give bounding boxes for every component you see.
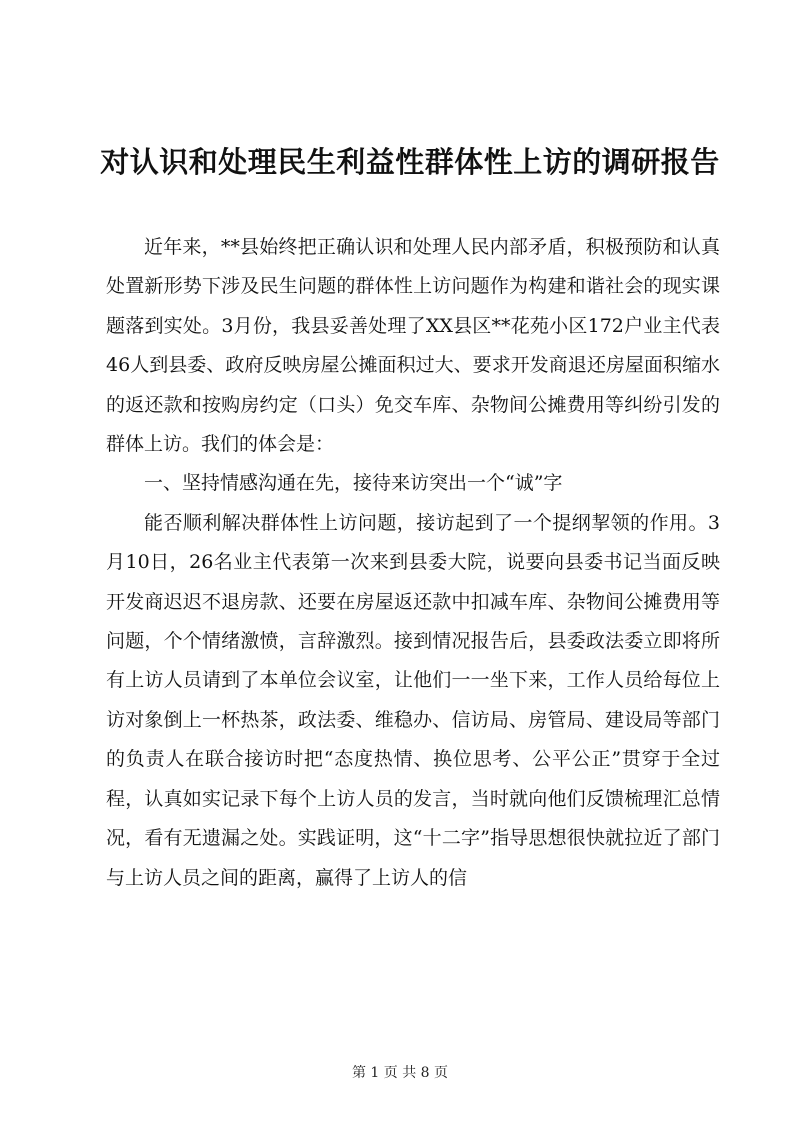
paragraph-intro: 近年来，**县始终把正确认识和处理人民内部矛盾，积极预防和认真处置新形势下涉及民生问题的群体性上访问题作为构建和谐社会的现实课题落到实处。3月份，我县妥善处理了XX县区**花苑小区172户业主代表46人到县委、政府反映房屋公摊面积过大、要求开发商退还房屋面积缩水的返还款和按购房约定（口头）免交车库、杂物间公摊费用等纠纷引发的群体上访。我们的体会是：: [106, 236, 720, 456]
section-heading-1: 一、坚持情感沟通在先，接待来访突出一个“诚”字: [144, 472, 563, 495]
document-title: 对认识和处理民生利益性群体性上访的调研报告: [100, 145, 720, 179]
paragraph-section-1: 能否顺利解决群体性上访问题，接访起到了一个提纲挈领的作用。3月10日，26名业主代表第一次来到县委大院，说要向县委书记当面反映开发商迟迟不退房款、还要在房屋返还款中扣减车库、杂物间公摊费用等问题，个个情绪激愤，言辞激烈。接到情况报告后，县委政法委立即将所有上访人员请到了本单位会议室，让他们一一坐下来，工作人员给每位上访对象倒上一杯热茶，政法委、维稳办、信访局、房管局、建设局等部门的负责人在联合接访时把“态度热情、换位思考、公平公正”贯穿于全过程，认真如实记录下每个上访人员的发言，当时就向他们反馈梳理汇总情况，看有无遗漏之处。实践证明，这“十二字”指导思想很快就拉近了部门与上访人员之间的距离，赢得了上访人的信: [106, 511, 720, 889]
page-footer: 第 1 页 共 8 页: [351, 1065, 449, 1081]
document-body: [106, 228, 720, 898]
